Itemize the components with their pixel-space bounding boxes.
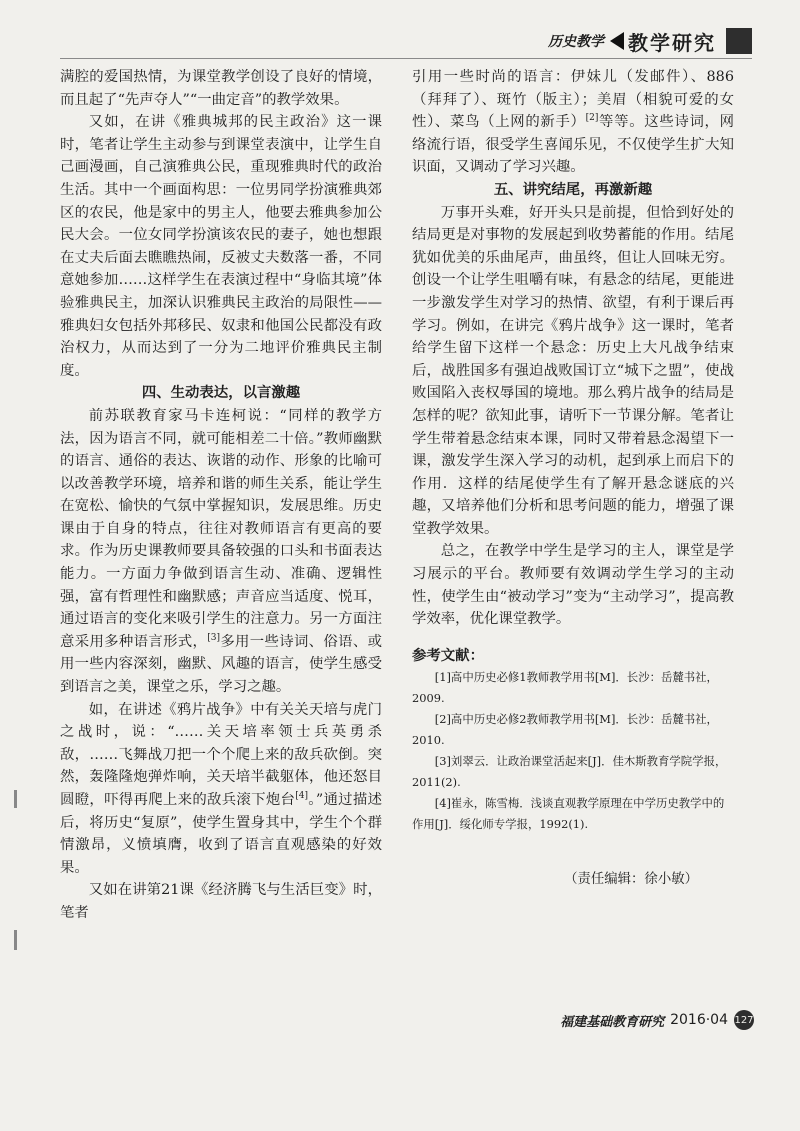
- paragraph: 满腔的爱国热情，为课堂教学创设了良好的情境，而且起了“先声夺人”“一曲定音”的教学效果。: [60, 69, 382, 108]
- paragraph-text: 如，在讲述《鸦片战争》中有关关天培与虎门之战时，说：“……关天培率领士兵英勇杀敌，……飞舞战刀把一个个爬上来的敌兵砍倒。突然，轰隆隆炮弹炸响，关天培半截躯体，他还怒目圆瞪，吓得再爬上来的敌兵滚下炮台: [60, 701, 382, 808]
- section-heading: 五、讲究结尾，再激新趣: [493, 181, 653, 198]
- reference-item: [4]崔永，陈雪梅．浅谈直观教学原理在中学历史教学中的作用[J]．绥化师专学报，1992(1).: [412, 796, 725, 832]
- issue-number: 2016·04: [670, 1012, 728, 1028]
- section-heading: 四、生动表达，以言激趣: [141, 385, 301, 402]
- citation: [4]: [295, 791, 308, 802]
- citation: [2]: [585, 113, 599, 124]
- scan-margin-mark: [14, 930, 17, 950]
- paragraph-text: 等等。这些诗词，网络流行语，很受学生喜闻乐见，不仅使学生扩大知识面，又调动了学习兴趣。: [412, 114, 734, 176]
- arrow-left-icon: [610, 32, 624, 50]
- reference-item: [3]刘翠云．让政治课堂活起来[J]．佳木斯教育学院学报，2011(2).: [412, 754, 727, 790]
- page-number: 127: [734, 1010, 754, 1030]
- scan-margin-mark: [14, 790, 17, 808]
- paragraph: 又如，在讲《雅典城邦的民主政治》这一课时，笔者让学生主动参与到课堂表演中，让学生自己画漫画，自己演雅典公民，重现雅典时代的政治生活。其中一个画面构思：一位男同学扮演雅典郊区的农民，他是家中的男主人，他要去雅典参加公民大会。一位女同学扮演该农民的妻子，她也想跟在丈夫后面去瞧瞧热闹，反被丈夫数落一番，不同意她参加……这样学生在表演过程中“身临其境”体验雅典民主，加深认识雅典民主政治的局限性——雅典妇女包括外邦移民、奴隶和他国公民都没有政治权力，从而达到了一分为二地评价雅典民主制度。: [60, 114, 382, 379]
- paragraph-text: 多用一些诗词、俗语、或用一些内容深刻，幽默、风趣的语言，使学生感受到语言之美，课堂之乐，学习之趣。: [60, 633, 382, 696]
- references-title: 参考文献：: [412, 647, 484, 664]
- paragraph: 总之，在教学中学生是学习的主人，课堂是学习展示的平台。教师要有效调动学生学习的主动性，使学生由“被动学习”变为“主动学习”，提高教学效率，优化课堂教学。: [412, 543, 734, 628]
- paragraph-text: 前苏联教育家马卡连柯说：“同样的教学方法，因为语言不同，就可能相差二十倍。”教师幽默的语言、通俗的表达、诙谐的动作、形象的比喻可以改善教学环境，培养和谐的师生关系，能让学生在宽松、愉快的气氛中掌握知识，发展思维。历史课由于自身的特点，往往对教师语言有更高的要求。作为历史课教师要具备较强的口头和书面表达能力。一方面力争做到语言生动、准确、逻辑性强，富有哲理性和幽默感；声音应当适度、悦耳，通过语言的变化来吸引学生的注意力。另一方面注意采用多种语言形式，: [60, 407, 382, 650]
- paragraph: [60, 699, 382, 880]
- running-footer: [560, 1010, 754, 1030]
- paragraph: [412, 66, 734, 179]
- reference-item: [2]高中历史必修2教师教学用书[M]．长沙：岳麓书社，2010.: [412, 712, 718, 748]
- header-rule: [60, 58, 752, 59]
- paragraph: 又如在讲第21课《经济腾飞与生活巨变》时，笔者: [60, 882, 382, 921]
- header-column-title: 教学研究: [628, 30, 716, 55]
- running-header: [548, 26, 752, 56]
- journal-name: 福建基础教育研究: [560, 1014, 665, 1030]
- paragraph: [60, 405, 382, 699]
- right-column: [412, 66, 734, 892]
- reference-item: [1]高中历史必修1教师教学用书[M]．长沙：岳麓书社，2009.: [412, 670, 718, 706]
- left-column: [60, 66, 382, 925]
- header-section: 历史教学: [548, 34, 604, 50]
- square-block-icon: [726, 28, 752, 54]
- paragraph-text: 。”通过描述后，将历史“复原”，使学生置身其中，学生个个群情激昂，义愤填膺，收到了语言直观感染的好效果。: [60, 792, 382, 876]
- paragraph: 万事开头难，好开头只是前提，但恰到好处的结局更是对事物的发展起到收势蓄能的作用。结尾犹如优美的乐曲尾声，曲虽终，但让人回味无穷。创设一个让学生咀嚼有味，有悬念的结尾，更能进一步激发学生对学习的热情、欲望，有利于课后再学习。例如，在讲完《鸦片战争》这一课时，笔者给学生留下这样一个悬念：历史上大凡战争结束后，战胜国多有强迫战败国订立“城下之盟”，使战败国陷入丧权辱国的境地。那么鸦片战争的结局是怎样的呢？欲知此事，请听下一节课分解。笔者让学生带着悬念结束本课，同时又带着悬念渴望下一课，激发学生深入学习的动机，起到承上而启下的作用．这样的结尾使学生有了解开悬念谜底的兴趣，又培养他们分析和思考问题的能力，增强了课堂教学效果。: [412, 204, 734, 537]
- paragraph-text: 引用一些时尚的语言：伊妹儿（发邮件）、886（拜拜了）、斑竹（版主）；美眉（相貌可爱的女性）、菜鸟（上网的新手）: [412, 69, 734, 131]
- responsible-editor: （责任编辑：徐小敏）: [564, 872, 698, 888]
- citation: [3]: [207, 633, 220, 644]
